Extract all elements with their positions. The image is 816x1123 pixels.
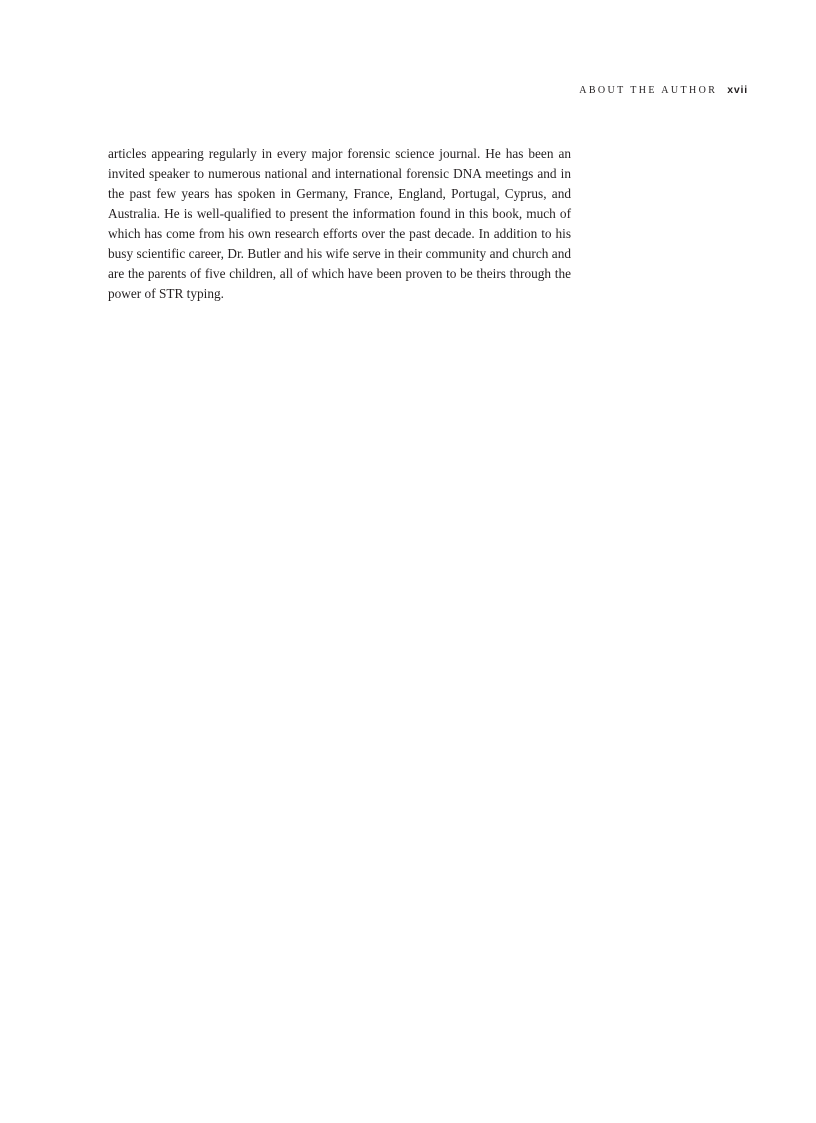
page-number: xvii	[727, 84, 748, 96]
body-paragraph: articles appearing regularly in every major forensic science journal. He has been an invited speaker to numerous national and international forensic DNA meetings and in the past few years has spoken in Germany, France, England, Portugal, Cyprus, and Australia. He is well-qualified to present the information found in this book, much of which has come from his own research efforts over the past decade. In addition to his busy scientific career, Dr. Butler and his wife serve in their community and church and are the parents of five children, all of which have been proven to be theirs through the power of STR typing.	[108, 146, 571, 301]
running-header	[579, 83, 748, 98]
section-title: ABOUT THE AUTHOR	[579, 85, 718, 96]
